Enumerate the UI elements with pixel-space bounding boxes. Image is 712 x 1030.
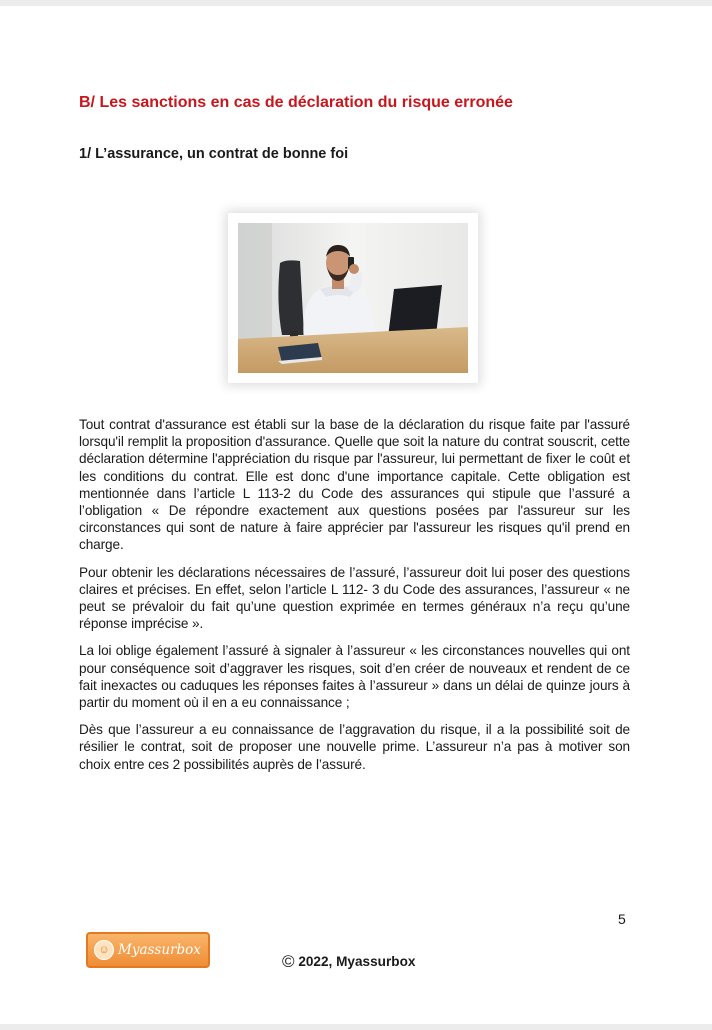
paragraph: Dès que l’assureur a eu connaissance de l’aggravation du risque, il a la possibilité soit de résilier le contrat, soit de proposer une nouvelle prime. L’assureur n’a pas à motiver son choix entre ces 2 possibilités auprès de l’assuré. bbox=[79, 722, 630, 772]
document-page bbox=[0, 6, 712, 1024]
copyright-notice bbox=[282, 952, 415, 972]
office-man-on-phone-image bbox=[238, 223, 468, 373]
paragraph: La loi oblige également l’assuré à signaler à l’assureur « les circonstances nouvelles qui ont pour conséquence soit d’aggraver les risques, soit d’en créer de nouveaux et rendent de ce fait inexactes ou caduques les réponses faites à l’assureur » dans un délai de quinze jours à partir du moment où il en a eu connaissance ; bbox=[79, 643, 630, 711]
section-title: B/ Les sanctions en cas de déclaration du risque erronée bbox=[79, 94, 513, 111]
paragraph: Tout contrat d'assurance est établi sur la base de la déclaration du risque faite par l'assuré lorsqu'il remplit la proposition d'assurance. Quelle que soit la nature du contrat souscrit, cette déclaration détermine l'appréciation du risque par l'assureur, lui permettant de fixer le coût et les conditions du contrat. Elle est donc d'une importance capitale. Cette obligation est mentionnée dans l’article L 113-2 du Code des assurances qui stipule que l’assuré a l’obligation « De répondre exactement aux questions posées par l'assureur sur les circonstances qui sont de nature à faire apprécier par l'assureur les risques qu'il prend en charge. bbox=[79, 417, 630, 553]
smile-icon: ☺ bbox=[94, 940, 114, 960]
illustration-photo bbox=[228, 213, 478, 383]
copyright-text: 2022, Myassurbox bbox=[298, 954, 416, 969]
copyright-icon: © bbox=[282, 952, 295, 971]
paragraph: Pour obtenir les déclarations nécessaires de l’assuré, l’assureur doit lui poser des questions claires et précises. En effet, selon l’article L 112- 3 du Code des assurances, l’assureur « ne peut se prévaloir du fait qu’une question exprimée en termes généraux n’a reçu qu’une réponse imprécise ». bbox=[79, 564, 630, 632]
subsection-title: 1/ L’assurance, un contrat de bonne foi bbox=[79, 146, 349, 162]
logo-text: Myassurbox bbox=[118, 942, 201, 958]
page-number: 5 bbox=[618, 911, 626, 927]
myassurbox-logo bbox=[86, 932, 210, 968]
body-text bbox=[79, 416, 630, 783]
